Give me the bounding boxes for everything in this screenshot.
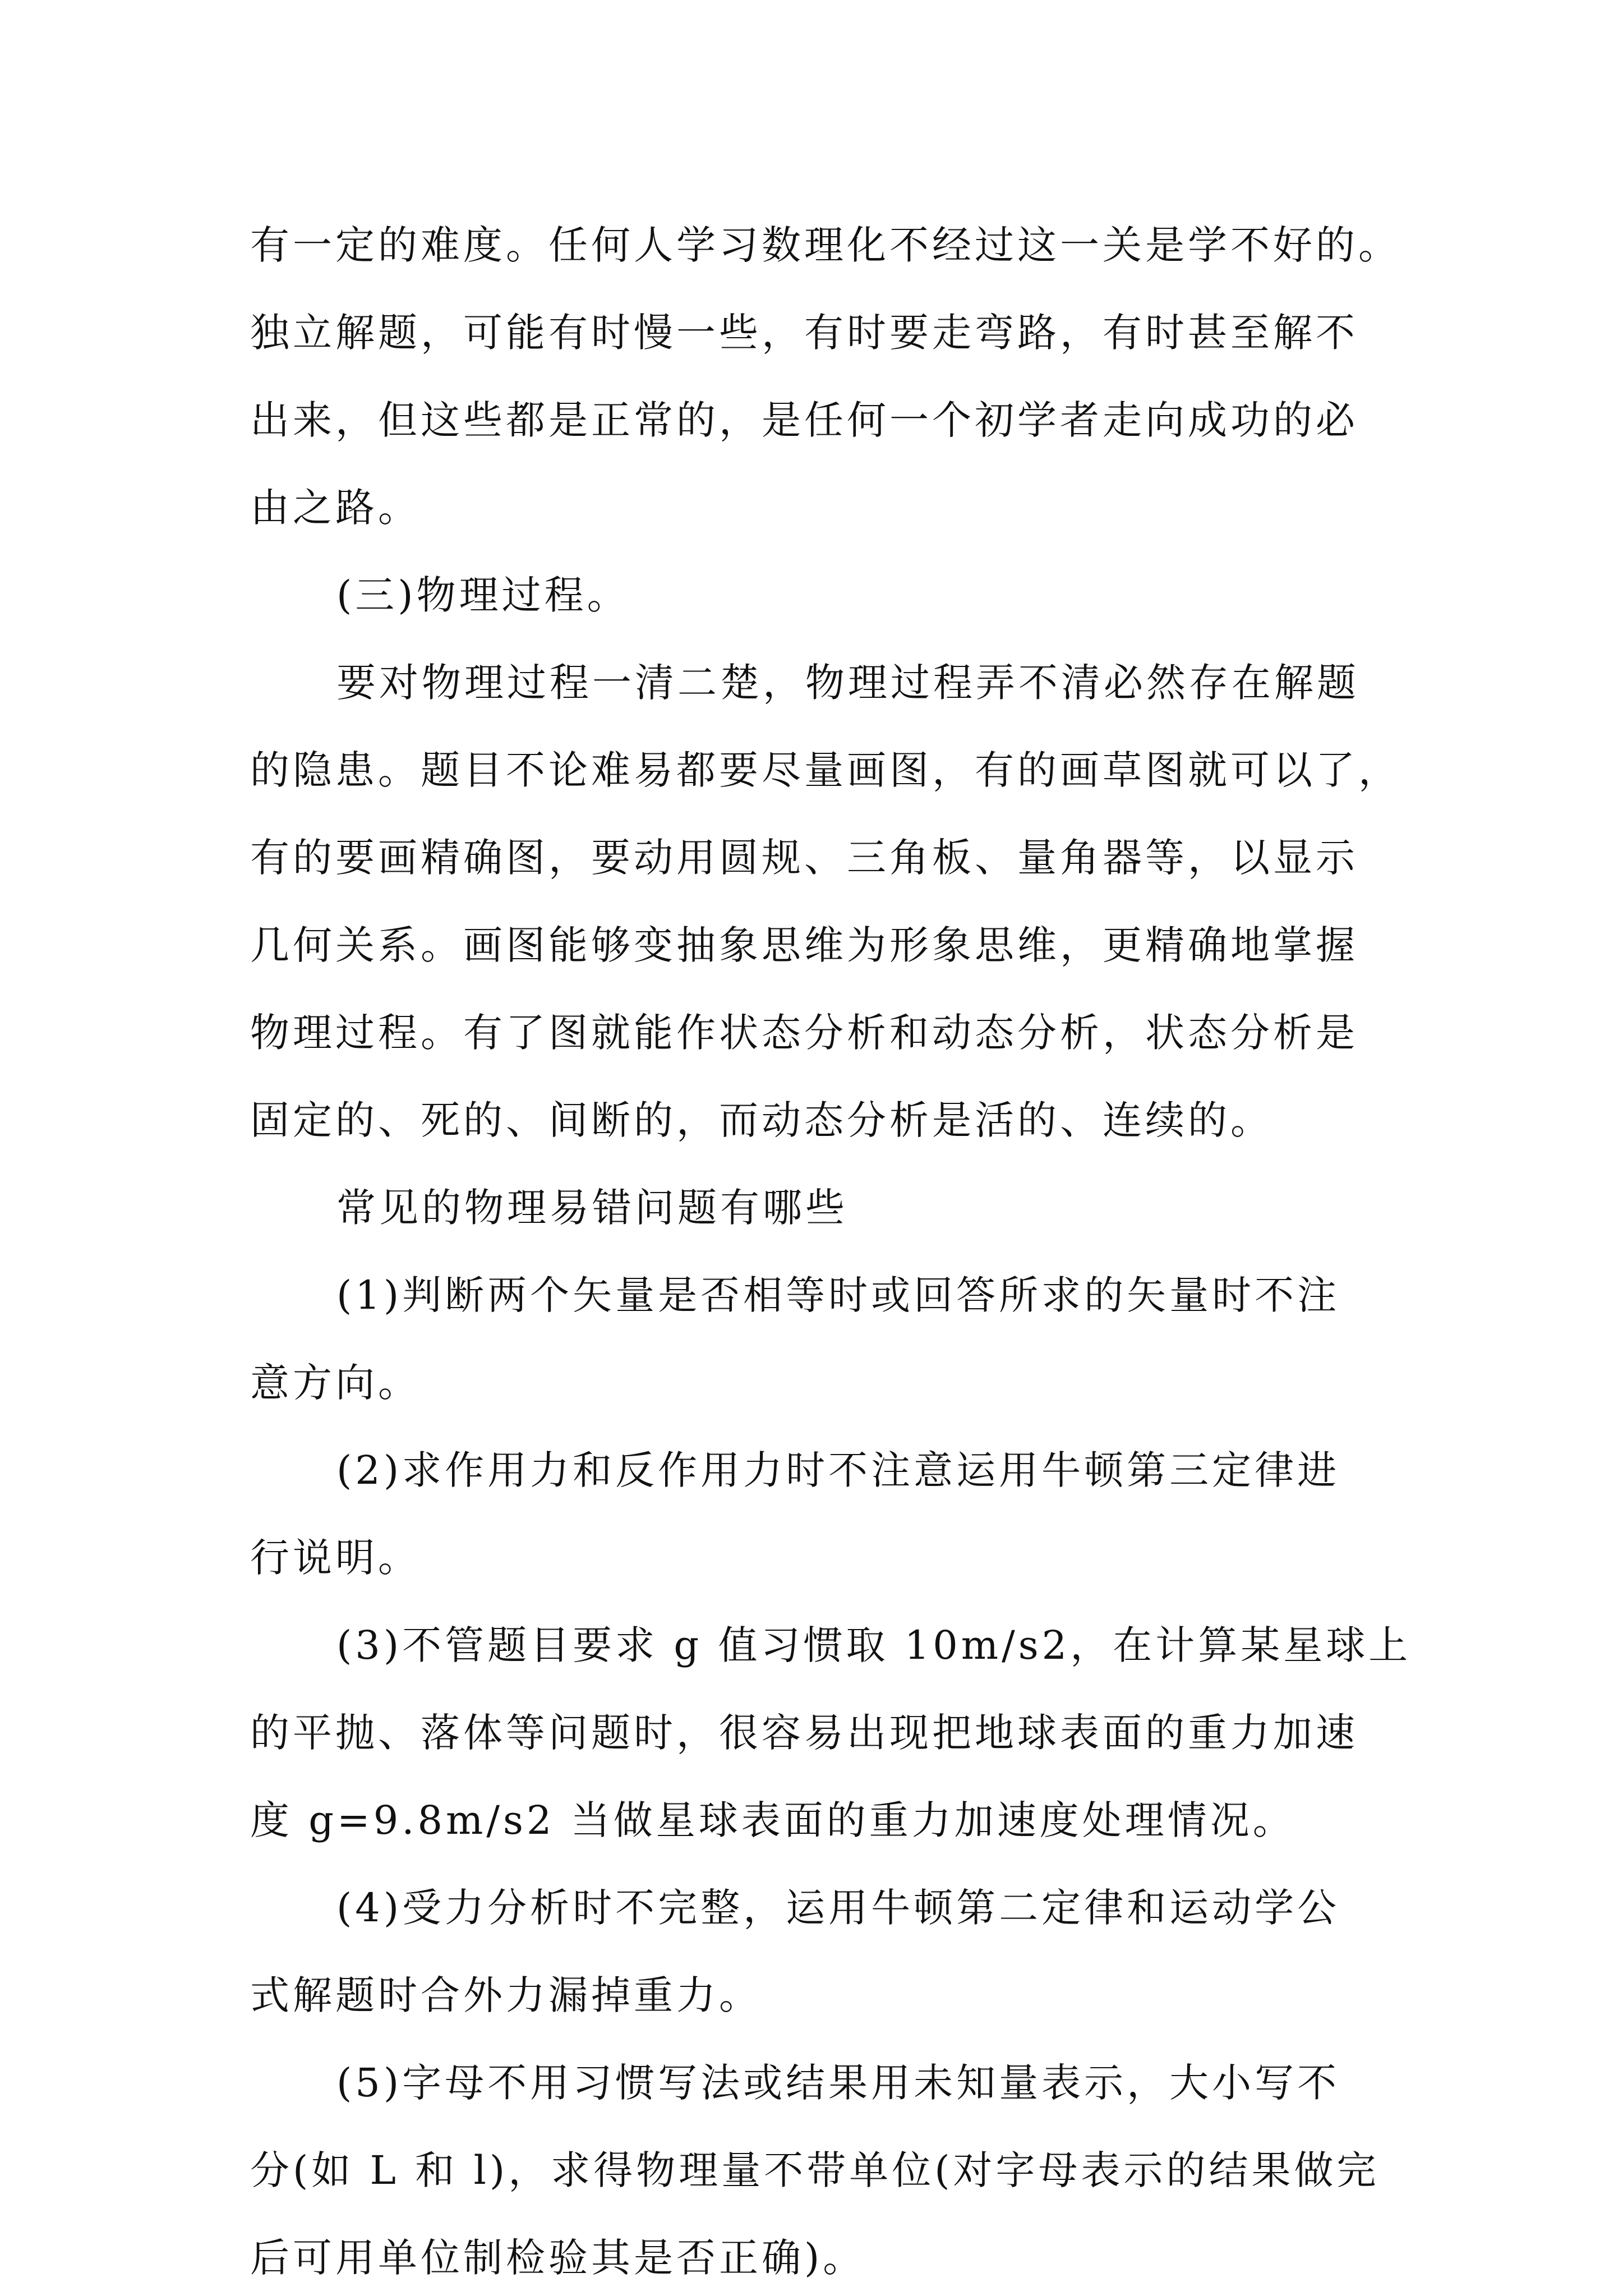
text-line-1: 有一定的难度。任何人学习数理化不经过这一关是学不好的。	[250, 222, 1401, 268]
text-line-22: (5)字母不用习惯写法或结果用未知量表示，大小写不	[336, 2060, 1340, 2106]
subheading: 常见的物理易错问题有哪些	[336, 1185, 848, 1231]
text-line-7: 的隐患。题目不论难易都要尽量画图，有的画草图就可以了，	[250, 747, 1401, 793]
text-line-8: 有的要画精确图，要动用圆规、三角板、量角器等，以显示	[250, 835, 1358, 881]
text-line-9: 几何关系。画图能够变抽象思维为形象思维，更精确地掌握	[250, 922, 1358, 968]
text-line-15: (2)求作用力和反作用力时不注意运用牛顿第三定律进	[336, 1447, 1340, 1493]
text-line-14: 意方向。	[250, 1360, 421, 1406]
text-line-19: 度 g=9.8m/s2 当做星球表面的重力加速度处理情况。	[250, 1797, 1295, 1843]
text-line-18: 的平抛、落体等问题时，很容易出现把地球表面的重力加速	[250, 1710, 1358, 1756]
text-line-16: 行说明。	[250, 1535, 421, 1581]
text-line-3: 出来，但这些都是正常的，是任何一个初学者走向成功的必	[250, 397, 1358, 443]
text-line-4: 由之路。	[250, 485, 421, 531]
text-line-23: 分(如 L 和 l)，求得物理量不带单位(对字母表示的结果做完	[250, 2147, 1380, 2193]
text-line-24: 后可用单位制检验其是否正确)。	[250, 2235, 866, 2281]
text-line-13: (1)判断两个矢量是否相等时或回答所求的矢量时不注	[336, 1272, 1340, 1318]
text-line-20: (4)受力分析时不完整，运用牛顿第二定律和运动学公	[336, 1885, 1340, 1931]
text-line-11: 固定的、死的、间断的，而动态分析是活的、连续的。	[250, 1097, 1273, 1143]
text-line-10: 物理过程。有了图就能作状态分析和动态分析，状态分析是	[250, 1010, 1358, 1056]
section-heading: (三)物理过程。	[336, 572, 630, 618]
text-line-6: 要对物理过程一清二楚，物理过程弄不清必然存在解题	[336, 660, 1359, 706]
text-line-17: (3)不管题目要求 g 值习惯取 10m/s2，在计算某星球上	[336, 1622, 1412, 1668]
text-line-2: 独立解题，可能有时慢一些，有时要走弯路，有时甚至解不	[250, 310, 1358, 356]
text-line-21: 式解题时合外力漏掉重力。	[250, 1972, 762, 2018]
